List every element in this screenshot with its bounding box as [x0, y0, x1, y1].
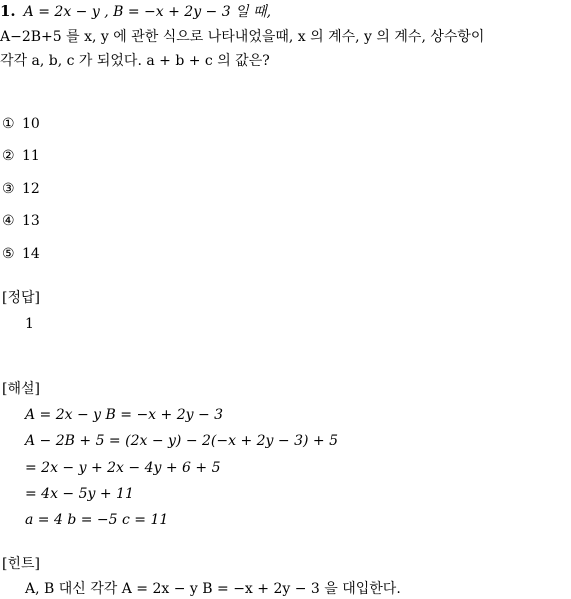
choice-mark: ② [2, 148, 15, 164]
explanation-line-2: A − 2B + 5 = (2x − y) − 2(−x + 2y − 3) + 5 [25, 433, 338, 449]
explanation-label: [해설] [2, 381, 40, 397]
choice-value: 13 [22, 213, 40, 229]
question-number: 1. [0, 2, 16, 20]
question-line-3: 각각 a, b, c 가 되었다. a + b + c 의 값은? [0, 53, 270, 69]
choice-value: 12 [22, 181, 40, 197]
question-line-1 [0, 2, 271, 21]
answer-label: [정답] [2, 290, 40, 306]
explanation-line-1: A = 2x − y B = −x + 2y − 3 [25, 407, 224, 423]
choice-5[interactable] [2, 245, 40, 263]
choice-mark: ④ [2, 213, 15, 229]
question-line-2: A−2B+5 를 x, y 에 관한 식으로 나타내었을때, x 의 계수, y 의 계수, 상수항이 [0, 29, 485, 45]
choice-2[interactable] [2, 147, 40, 165]
choice-4[interactable] [2, 212, 40, 230]
choice-1[interactable] [2, 115, 40, 133]
explanation-line-5: a = 4 b = −5 c = 11 [25, 512, 169, 528]
choice-value: 11 [22, 148, 40, 164]
choice-mark: ① [2, 116, 15, 132]
choice-mark: ⑤ [2, 246, 15, 262]
answer-value: 1 [25, 316, 34, 332]
hint-label: [힌트] [2, 556, 40, 572]
question-condition: A = 2x − y , B = −x + 2y − 3 일 때, [23, 4, 272, 20]
explanation-line-3: = 2x − y + 2x − 4y + 6 + 5 [25, 460, 221, 476]
choice-mark: ③ [2, 181, 15, 197]
choice-3[interactable] [2, 180, 40, 198]
choice-value: 14 [22, 246, 40, 262]
hint-text: A, B 대신 각각 A = 2x − y B = −x + 2y − 3 을 대입한다. [25, 581, 401, 597]
explanation-line-4: = 4x − 5y + 11 [25, 486, 134, 502]
choice-value: 10 [22, 116, 40, 132]
